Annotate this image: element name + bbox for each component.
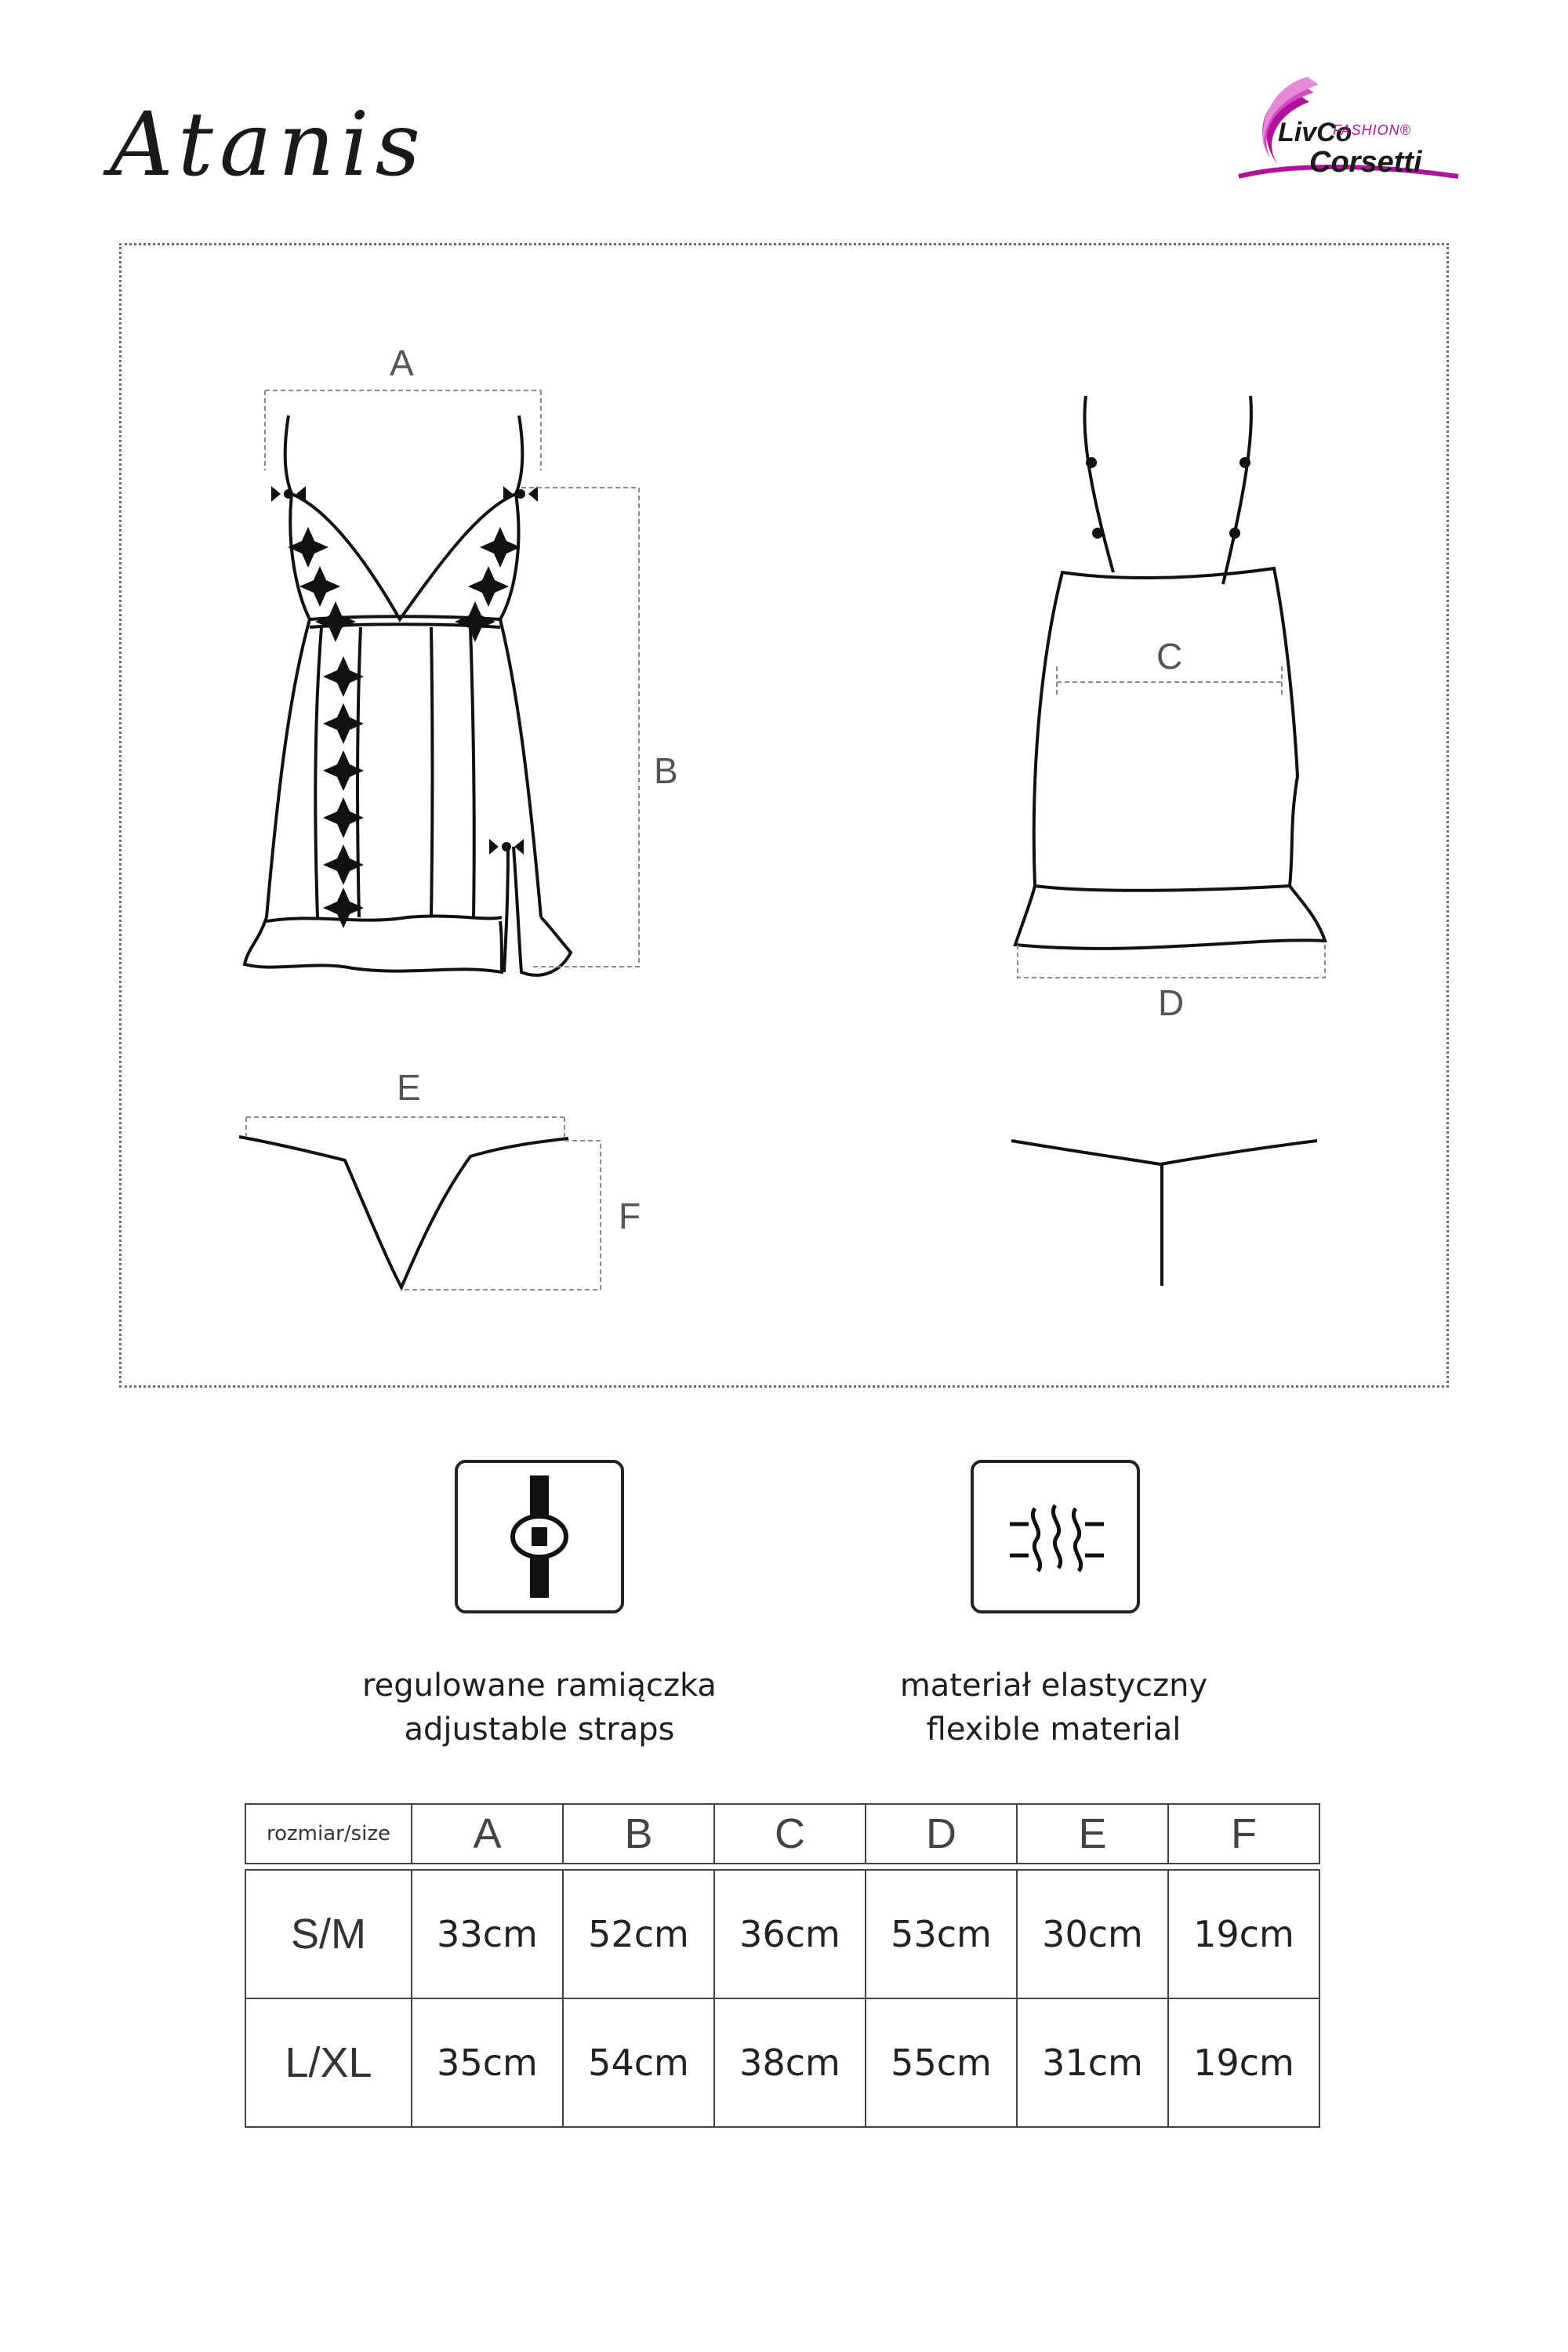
measurement-cell: 38cm xyxy=(714,1998,866,2127)
measurement-cell: 36cm xyxy=(714,1870,866,1998)
column-header-e: E xyxy=(1017,1804,1168,1864)
feature-label-material-pl: materiał elastyczny xyxy=(899,1668,1208,1704)
dimension-letter-a: A xyxy=(390,343,414,383)
feature-label-material-en: flexible material xyxy=(926,1711,1181,1748)
measurement-cell: 19cm xyxy=(1168,1998,1319,2127)
column-header-b: B xyxy=(563,1804,714,1864)
feature-label-material xyxy=(818,1664,1289,1751)
measurement-cell: 52cm xyxy=(563,1870,714,1998)
measurement-cell: 54cm xyxy=(563,1998,714,2127)
size-table-header xyxy=(245,1803,1320,1864)
size-table xyxy=(245,1869,1320,2128)
measurement-cell: 55cm xyxy=(866,1998,1017,2127)
size-header-label: rozmiar/size xyxy=(245,1804,412,1864)
adjustable-strap-icon xyxy=(455,1460,624,1613)
dimension-letter-f: F xyxy=(619,1196,641,1236)
measurement-cell: 30cm xyxy=(1017,1870,1168,1998)
column-header-a: A xyxy=(412,1804,563,1864)
thong-front-drawing xyxy=(239,1137,568,1287)
feature-label-straps-pl: regulowane ramiączka xyxy=(362,1668,717,1704)
thong-back-drawing xyxy=(1011,1141,1317,1164)
embroidery-motifs xyxy=(288,527,521,928)
flexible-material-icon xyxy=(971,1460,1140,1613)
dimension-letter-c: C xyxy=(1156,636,1183,677)
size-label: S/M xyxy=(245,1870,412,1998)
column-header-f: F xyxy=(1168,1804,1319,1864)
logo-text-fashion: FASHION® xyxy=(1333,122,1411,138)
column-header-c: C xyxy=(714,1804,866,1864)
product-title: Atanis xyxy=(110,94,427,196)
feature-label-straps-en: adjustable straps xyxy=(404,1711,675,1748)
logo-text-corsetti: Corsetti xyxy=(1309,146,1422,179)
column-header-d: D xyxy=(866,1804,1017,1864)
table-row xyxy=(245,1870,1319,1998)
chemise-front-drawing xyxy=(245,416,571,975)
logo-text-livco: LivCo xyxy=(1278,118,1352,147)
measurement-cell: 19cm xyxy=(1168,1870,1319,1998)
measurement-cell: 35cm xyxy=(412,1998,563,2127)
dimension-letter-b: B xyxy=(654,750,678,791)
size-label: L/XL xyxy=(245,1998,412,2127)
dimension-letter-e: E xyxy=(397,1067,421,1108)
feature-label-straps xyxy=(304,1664,775,1751)
dimension-letter-d: D xyxy=(1158,982,1185,1023)
table-row xyxy=(245,1998,1319,2127)
measurement-cell: 33cm xyxy=(412,1870,563,1998)
measurement-cell: 31cm xyxy=(1017,1998,1168,2127)
strap-adjuster-markers xyxy=(1086,457,1250,539)
measurement-guides xyxy=(246,390,1325,1290)
measurement-cell: 53cm xyxy=(866,1870,1017,1998)
